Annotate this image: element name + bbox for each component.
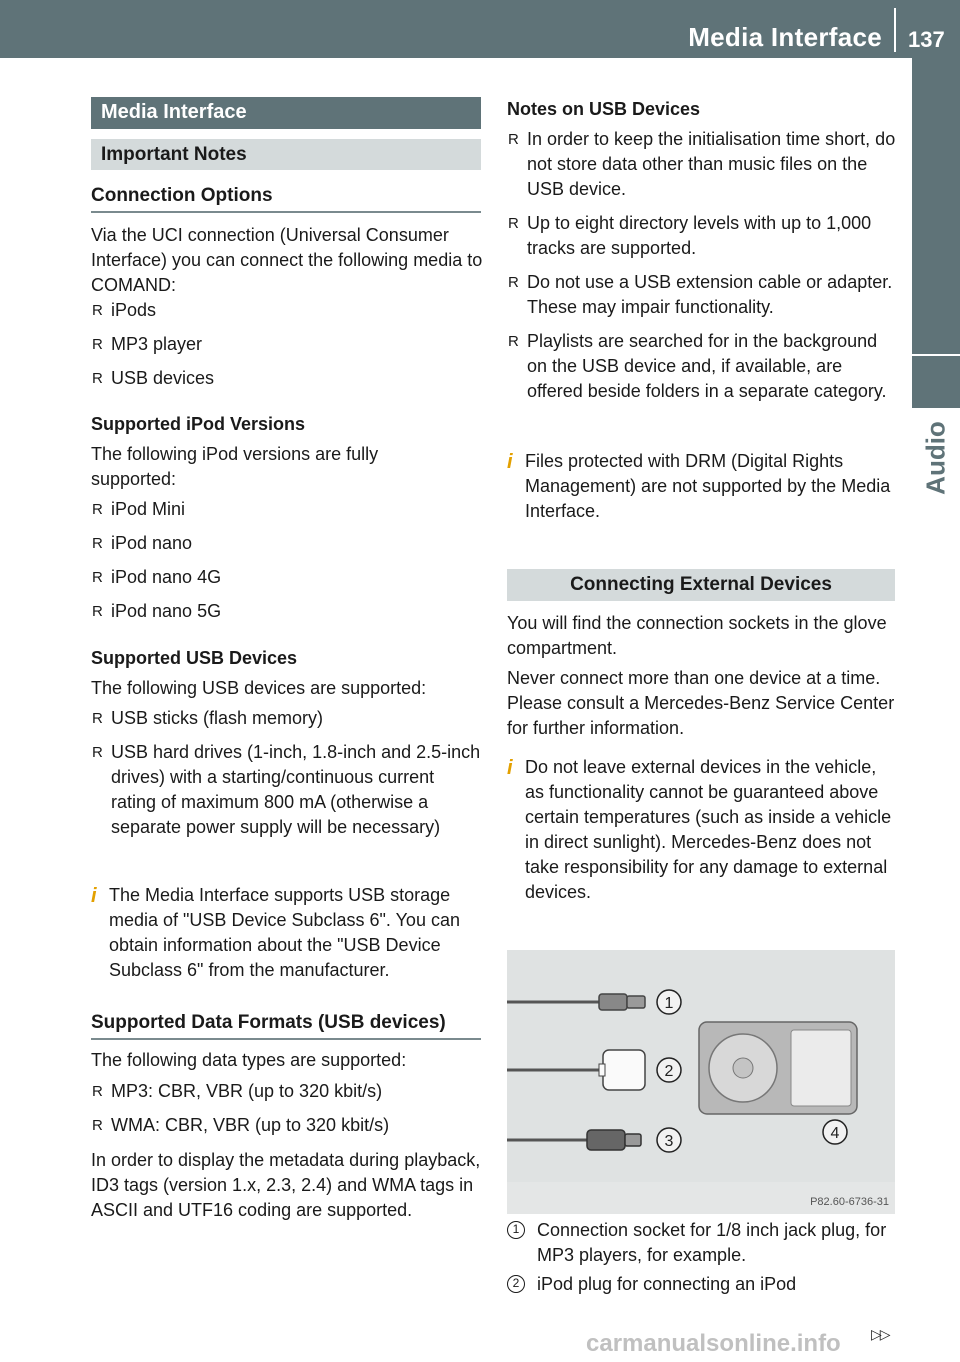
data-formats-body: The following data types are supported: xyxy=(91,1050,407,1070)
list-item: R USB devices xyxy=(91,366,481,391)
ipod-plug-neck xyxy=(599,1064,605,1076)
list-item: R iPod nano 5G xyxy=(91,599,481,624)
usb-plug-body xyxy=(587,1130,625,1150)
callout-text: Connection socket for 1/8 inch jack plug, for MP3 players, for example. xyxy=(537,1220,887,1265)
list-item: R iPod Mini xyxy=(91,497,481,522)
side-tab-bar xyxy=(912,58,960,354)
connecting-paragraph-2: Never connect more than one device at a time. Please consult a Mercedes-Benz Service Center for further information. xyxy=(507,668,895,738)
callout-number: 2 xyxy=(507,1275,525,1293)
continue-arrow-icon: ▷▷ xyxy=(871,1326,889,1342)
info-note-text: Do not leave external devices in the vehicle, as functionality cannot be guaranteed above certain temperatures (such as inside a vehicle in direct sunlight). Mercedes-Benz does not take responsibility for any damage to external devices. xyxy=(525,757,892,902)
connection-options-body: Via the UCI connection (Universal Consumer Interface) you can connect the following media to COMAND: xyxy=(91,225,483,295)
callout-number: 1 xyxy=(507,1221,525,1239)
callout-list xyxy=(507,1218,899,1301)
callout-number: 1 xyxy=(664,995,674,1012)
callout-number: 4 xyxy=(830,1125,840,1142)
list-item: R iPod nano 4G xyxy=(91,565,481,590)
connection-options-list xyxy=(91,298,481,400)
data-formats-list xyxy=(91,1079,481,1147)
info-note-text: The Media Interface supports USB storage media of "USB Device Subclass 6". You can obtain information about the "USB Device Subclass 6" from the manufacturer. xyxy=(109,885,460,980)
ipod-versions-body: The following iPod versions are fully supported: xyxy=(91,444,379,489)
sub-bar-important-notes: Important Notes xyxy=(91,139,481,170)
heading-data-formats: Supported Data Formats (USB devices) xyxy=(91,1012,446,1033)
page-number: 137 xyxy=(908,27,945,52)
info-note-text: Files protected with DRM (Digital Rights Management) are not supported by the Media Interface. xyxy=(525,451,891,521)
page-header xyxy=(0,0,960,58)
list-item: R Up to eight directory levels with up to 1,000 tracks are supported. xyxy=(507,211,899,261)
callout-text: iPod plug for connecting an iPod xyxy=(537,1274,797,1294)
jack-plug-body xyxy=(599,994,627,1010)
heading-notes-usb: Notes on USB Devices xyxy=(507,99,701,119)
heading-usb-devices: Supported USB Devices xyxy=(91,648,298,668)
heading-rule xyxy=(91,1038,481,1040)
header-title: Media Interface xyxy=(688,22,882,52)
heading-rule xyxy=(91,211,481,213)
usb-plug-tip xyxy=(625,1134,641,1146)
side-tab-active-marker xyxy=(912,356,960,408)
side-tab-label xyxy=(912,408,960,508)
ipod-center-button xyxy=(733,1058,753,1078)
list-item: R USB sticks (flash memory) xyxy=(91,706,481,731)
callout-item xyxy=(507,1218,899,1268)
heading-connection-options: Connection Options xyxy=(91,185,273,206)
ipod-plug-body xyxy=(603,1050,645,1090)
list-item: R MP3: CBR, VBR (up to 320 kbit/s) xyxy=(91,1079,481,1104)
callout-number: 2 xyxy=(664,1063,674,1080)
list-item: R iPods xyxy=(91,298,481,323)
ipod-screen xyxy=(791,1030,851,1106)
usb-devices-list xyxy=(91,706,481,849)
list-item: R WMA: CBR, VBR (up to 320 kbit/s) xyxy=(91,1113,481,1138)
info-note-leave-devices xyxy=(507,755,899,905)
jack-plug-tip xyxy=(627,996,645,1008)
sub-bar-connecting-devices: Connecting External Devices xyxy=(507,569,895,601)
info-note-usb-subclass xyxy=(91,883,483,983)
callout-number: 3 xyxy=(664,1133,674,1150)
info-note-drm xyxy=(507,449,897,524)
callout-item xyxy=(507,1272,899,1297)
list-item: R In order to keep the initialisation time short, do not store data other than music files on the USB device. xyxy=(507,127,899,202)
list-item: R USB hard drives (1-inch, 1.8-inch and 2.5-inch drives) with a starting/continuous current rating of maximum 800 mA (otherwise a separate power supply will be necessary) xyxy=(91,740,481,840)
watermark-text: carmanualsonline.info xyxy=(586,1330,841,1357)
list-item: R Playlists are searched for in the background on the USB device and, if available, are offered beside folders in a separate category. xyxy=(507,329,899,404)
data-formats-closing: In order to display the metadata during playback, ID3 tags (version 1.x, 2.3, 2.4) and WMA tags in ASCII and UTF16 coding are supported. xyxy=(91,1150,481,1220)
connector-illustration xyxy=(507,950,895,1214)
info-icon: i xyxy=(91,885,97,907)
list-item: R Do not use a USB extension cable or adapter. These may impair functionality. xyxy=(507,270,899,320)
notes-usb-list xyxy=(507,127,899,413)
section-bar-media-interface: Media Interface xyxy=(91,97,481,129)
list-item: R MP3 player xyxy=(91,332,481,357)
usb-devices-body: The following USB devices are supported: xyxy=(91,678,427,698)
ipod-versions-list xyxy=(91,497,481,633)
list-item: R iPod nano xyxy=(91,531,481,556)
info-icon: i xyxy=(507,757,513,779)
info-icon: i xyxy=(507,451,513,473)
side-tab-text: Audio xyxy=(920,421,951,495)
figure-code: P82.60-6736-31 xyxy=(810,1196,889,1208)
connector-diagram xyxy=(507,950,895,1182)
connecting-paragraph-1: You will find the connection sockets in the glove compartment. xyxy=(507,613,887,658)
heading-ipod-versions: Supported iPod Versions xyxy=(91,414,306,434)
header-divider xyxy=(894,8,896,52)
